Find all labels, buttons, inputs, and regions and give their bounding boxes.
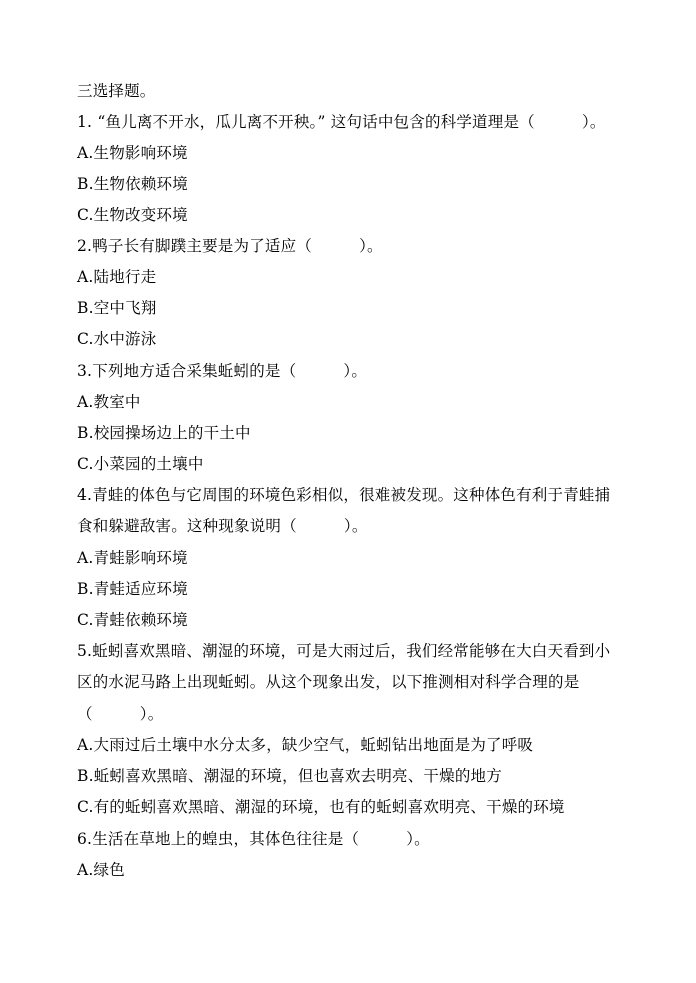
section-title: 三选择题。 <box>77 82 156 100</box>
question-3-option-b: B.校园操场边上的干土中 <box>77 424 251 442</box>
question-5-option-a: A.大雨过后土壤中水分太多，缺少空气，蚯蚓钻出地面是为了呼吸 <box>77 736 534 754</box>
question-5-option-b: B.蚯蚓喜欢黑暗、潮湿的环境，但也喜欢去明亮、干燥的地方 <box>77 767 502 785</box>
question-3-option-a: A.教室中 <box>77 393 141 411</box>
question-6-option-a: A.绿色 <box>77 861 125 879</box>
question-2-option-c: C.水中游泳 <box>77 330 157 348</box>
question-4-option-c: C.青蛙依赖环境 <box>77 611 188 629</box>
question-5-stem-line-3: （ ）。 <box>77 705 164 723</box>
question-1-option-c: C.生物改变环境 <box>77 206 188 224</box>
question-5-stem-line-2: 区的水泥马路上出现蚯蚓。从这个现象出发，以下推测相对科学合理的是 <box>77 673 580 691</box>
question-2-option-a: A.陆地行走 <box>77 268 157 286</box>
question-5-option-c: C.有的蚯蚓喜欢黑暗、潮湿的环境，也有的蚯蚓喜欢明亮、干燥的环境 <box>77 798 565 816</box>
question-1-option-a: A.生物影响环境 <box>77 144 188 162</box>
question-4-stem-line-2: 食和躲避敌害。这种现象说明（ ）。 <box>77 517 368 535</box>
question-1-stem: 1. “鱼儿离不开水，瓜儿离不开秧。” 这句话中包含的科学道理是（ ）。 <box>77 113 606 131</box>
question-3-stem: 3.下列地方适合采集蚯蚓的是（ ）。 <box>77 362 368 380</box>
question-6-stem: 6.生活在草地上的蝗虫，其体色往往是（ ）。 <box>77 830 430 848</box>
question-4-stem-line-1: 4.青蛙的体色与它周围的环境色彩相似，很难被发现。这种体色有利于青蛙捕 <box>77 486 611 504</box>
question-2-stem: 2.鸭子长有脚蹼主要是为了适应（ ）。 <box>77 237 383 255</box>
question-4-option-a: A.青蛙影响环境 <box>77 549 188 567</box>
question-4-option-b: B.青蛙适应环境 <box>77 580 188 598</box>
question-3-option-c: C.小菜园的土壤中 <box>77 455 204 473</box>
question-2-option-b: B.空中飞翔 <box>77 299 157 317</box>
question-5-stem-line-1: 5.蚯蚓喜欢黑暗、潮湿的环境，可是大雨过后，我们经常能够在大白天看到小 <box>77 642 611 660</box>
question-1-option-b: B.生物依赖环境 <box>77 175 188 193</box>
